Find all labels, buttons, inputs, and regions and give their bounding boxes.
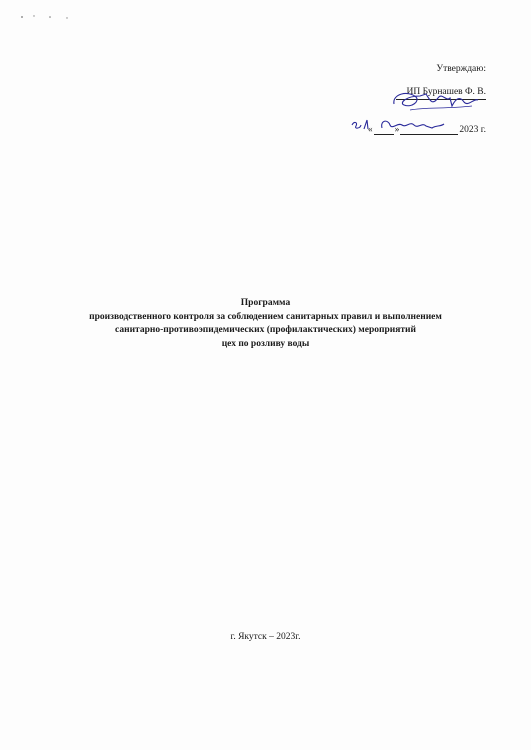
place-and-year: г. Якутск – 2023г.: [230, 632, 301, 642]
handwritten-date: [348, 116, 448, 136]
title-line-3: цех по розливу воды: [221, 338, 310, 349]
approval-label: Утверждаю:: [436, 64, 486, 74]
document-title: [0, 297, 531, 351]
handwritten-signature: [390, 88, 482, 116]
title-heading: Программа: [240, 298, 291, 308]
title-line-2: санитарно-противоэпидемических (профилактических) мероприятий: [115, 325, 416, 335]
title-line-1: производственного контроля за соблюдением санитарных правил и выполнением: [89, 311, 442, 322]
date-quote-close: »: [394, 125, 400, 135]
date-year: 2023 г.: [459, 125, 486, 135]
scan-artifact-dots: [20, 12, 80, 22]
approver-name: ИП Бурнашев Ф. В.: [406, 87, 486, 97]
date-quote-open: «: [367, 125, 373, 135]
